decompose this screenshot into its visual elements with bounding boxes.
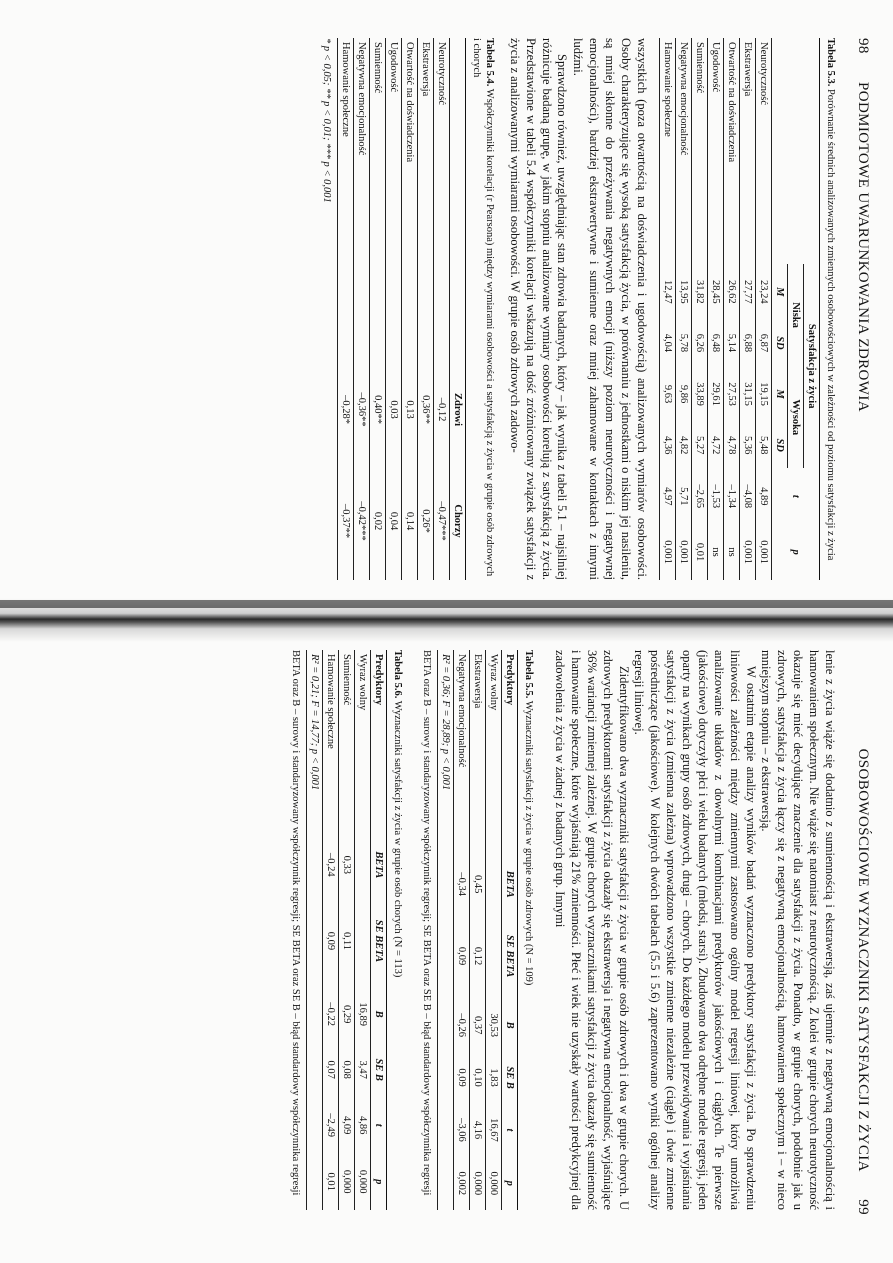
cell-t: –2,65	[691, 468, 707, 524]
cell-t: 4,09	[338, 1097, 354, 1154]
cell-m1: 26,62	[723, 264, 739, 320]
cell-beta	[486, 855, 502, 914]
table-5-4-label: Tabela 5.4.	[484, 38, 495, 87]
table-5-5-caption	[522, 650, 535, 1210]
row-label: Ekstrawersja	[470, 650, 486, 855]
cell-m2: 19,15	[755, 366, 771, 422]
cell-healthy: 0,40**	[369, 357, 385, 462]
table-row	[401, 38, 417, 580]
column-header: Predyktory	[370, 650, 386, 834]
cell-p: 0,001	[659, 524, 675, 580]
left-page-number: 98	[855, 38, 871, 54]
cell-beta: –0,24	[322, 834, 338, 896]
table-5-3-caption	[824, 38, 837, 580]
column-header: t	[502, 1103, 518, 1156]
cell-healthy: –0,36**	[353, 357, 369, 462]
cell-p: 0,01	[691, 524, 707, 580]
table-5-6-label: Tabela 5.6.	[392, 650, 403, 699]
table-5-6-caption-text: Wyznaczniki satysfakcji z życia w grupie osób chorych (N = 113)	[392, 700, 403, 978]
table-row	[755, 38, 771, 580]
table-5-3-col-p: p	[771, 524, 819, 580]
cell-ill: 0,02	[369, 462, 385, 580]
row-label: Neurotyczność	[755, 38, 771, 264]
row-label: Hamowanie społeczne	[337, 38, 353, 357]
left-paragraph-2: Sprawdzono również, uwzględniając stan zdrowia badanych, który – jak wynika z tabeli 5.1 – najsilniej różnicuje badaną grupę, w jakim stopniu analizowane wymiary osobowości korelują z satysfakcją z życia. Przedstawione w tabeli 5.4 współczynniki korelacji wskazują na dość zróżnicowany związek satysfakcji z życia z analizowanymi wymiarami osobowości. W grupie osób zdrowych zadowo-	[507, 38, 570, 580]
row-label: Ekstrawersja	[739, 38, 755, 264]
table-5-3-col-sd-low: SD	[771, 320, 787, 367]
table-5-3-empty-corner	[771, 38, 819, 264]
right-paragraph-3: Zidentyfikowano dwa wyznaczniki satysfakcji z życia w grupie osób zdrowych i dwa w grupie chorych. U zdrowych predyktorami satysfakcji z życia okazały się ekstrawersja i negatywna emocjonalność, wyjaśniające 36% wariancji zmiennej zależnej. W grupie chorych wyznacznikami satysfakcji z życia okazały się sumienność i hamowanie społeczne, które wyjaśniają 21% zmienności. Płeć i wiek nie uzyskały wartości predykcyjnej dla zadowolenia z życia w żadnej z badanych grup. Innymi	[553, 650, 631, 1210]
cell-se_beta: 0,09	[454, 914, 470, 999]
table-row	[691, 38, 707, 580]
table-5-4-caption	[470, 38, 496, 580]
cell-sd1: 6,26	[691, 320, 707, 367]
row-label: Wyraz wolny	[354, 650, 370, 834]
row-label: Hamowanie społeczne	[659, 38, 675, 264]
row-label: Ugodowość	[707, 38, 723, 264]
right-page-number: 99	[855, 1199, 871, 1215]
cell-sd1: 6,48	[707, 320, 723, 367]
table-5-5-label: Tabela 5.5.	[523, 650, 535, 699]
right-page	[0, 632, 893, 1263]
left-running-head	[854, 38, 871, 412]
cell-t: –2,49	[322, 1097, 338, 1154]
row-label: Sumienność	[691, 38, 707, 264]
table-5-5-body	[454, 650, 502, 1210]
cell-sd2: 5,36	[739, 422, 755, 469]
cell-p: ns	[723, 524, 739, 580]
table-row	[385, 38, 401, 580]
cell-sd1: 5,78	[675, 320, 691, 367]
table-row	[369, 38, 385, 580]
cell-p: 0,000	[338, 1153, 354, 1210]
column-header: B	[502, 999, 518, 1052]
table-row	[659, 38, 675, 580]
row-label: Negatywna emocjonalność	[353, 38, 369, 357]
cell-se_beta: 0,09	[322, 896, 338, 986]
table-5-4-col-healthy: Zdrowi	[449, 357, 465, 462]
cell-ill: –0,37**	[337, 462, 353, 580]
table-5-4-body	[337, 38, 449, 580]
cell-p: 0,001	[739, 524, 755, 580]
cell-se_b: 1,83	[486, 1052, 502, 1103]
cell-ill: –0,42***	[353, 462, 369, 580]
table-5-6-note: BETA oraz B – surowy i standaryzowany współczynnik regresji; SE BETA oraz SE B – błąd standardowy współczynnika regresji	[289, 650, 301, 1196]
table-row	[417, 38, 433, 580]
cell-se_b: 0,08	[338, 1042, 354, 1096]
cell-b: 0,37	[470, 999, 486, 1052]
table-5-5-header-row	[502, 650, 518, 1210]
cell-b: –0,22	[322, 986, 338, 1043]
table-5-5-summary: R² = 0,36; F = 28,89; p < 0,001	[438, 650, 454, 1210]
book-gutter-band	[0, 600, 893, 608]
right-text-column	[289, 650, 837, 1210]
cell-ill: 0,26*	[417, 462, 433, 580]
table-5-4-empty-corner	[449, 38, 465, 357]
table-row	[322, 650, 338, 1210]
column-header: Predyktory	[502, 650, 518, 855]
table-row	[338, 650, 354, 1210]
table-5-3-subheader-low: Niska	[787, 264, 803, 366]
table-row	[433, 38, 449, 580]
table-5-4-col-ill: Chorzy	[449, 462, 465, 580]
table-5-3-body	[659, 38, 771, 580]
cell-t: 16,67	[486, 1103, 502, 1156]
column-header: SE B	[370, 1042, 386, 1096]
cell-b: –0,26	[454, 999, 470, 1052]
column-header: BETA	[370, 834, 386, 896]
cell-t: 4,89	[755, 468, 771, 524]
table-row	[353, 38, 369, 580]
right-running-head	[854, 749, 871, 1215]
cell-sd2: 4,78	[723, 422, 739, 469]
row-label: Sumienność	[369, 38, 385, 357]
cell-ill: 0,14	[401, 462, 417, 580]
left-paragraph-1: wszystkich (poza otwartością na doświadczenia i ugodowością) analizowanych wymiarów osobowości. Osoby charakteryzujące się wysoką satysfakcją życia, w porównaniu z jednostkami o niskim jej nasileniu, są mniej skłonne do przeżywania negatywnych emocji (niższy poziom neurotyczności i negatywnej emocjonalności), bardziej ekstrawertywne i sumienne oraz mniej zahamowane w kontaktach z innymi ludźmi.	[571, 38, 649, 580]
table-row	[486, 650, 502, 1210]
cell-se_beta: 0,11	[338, 896, 354, 986]
table-5-4-footnote: * p < 0,05; ** p < 0,01; *** p < 0,001	[320, 38, 332, 203]
column-header: SE BETA	[502, 914, 518, 999]
row-label: Ugodowość	[385, 38, 401, 357]
row-label: Wyraz wolny	[486, 650, 502, 855]
cell-t: 4,16	[470, 1103, 486, 1156]
cell-sd1: 5,14	[723, 320, 739, 367]
table-5-6-summary: R² = 0,21; F = 14,77; p < 0,001	[306, 650, 322, 1210]
table-row	[675, 38, 691, 580]
cell-p: 0,001	[675, 524, 691, 580]
column-header: B	[370, 986, 386, 1043]
cell-m1: 31,82	[691, 264, 707, 320]
cell-m1: 28,45	[707, 264, 723, 320]
table-5-3-label: Tabela 5.3.	[825, 38, 836, 87]
table-row	[354, 650, 370, 1210]
table-row	[454, 650, 470, 1210]
cell-se_b: 3,47	[354, 1042, 370, 1096]
left-running-title: PODMIOTOWE UWARUNKOWANIA ZDROWIA	[855, 81, 871, 412]
cell-p: 0,01	[322, 1153, 338, 1210]
cell-healthy: 0,03	[385, 357, 401, 462]
cell-p: ns	[707, 524, 723, 580]
table-row	[723, 38, 739, 580]
cell-b: 30,53	[486, 999, 502, 1052]
cell-p: 0,000	[354, 1153, 370, 1210]
cell-sd1: 4,04	[659, 320, 675, 367]
table-row	[739, 38, 755, 580]
table-5-5-note: BETA oraz B – surowy i standaryzowany współczynnik regresji; SE BETA oraz SE B – błąd standardowy współczynnika regresji	[421, 650, 433, 1196]
cell-t: 5,71	[675, 468, 691, 524]
row-label: Neurotyczność	[433, 38, 449, 357]
table-5-6-header-row	[370, 650, 386, 1210]
table-5-3-col-t: t	[771, 468, 819, 524]
cell-t: –1,34	[723, 468, 739, 524]
right-paragraph-2: W ostatnim etapie analizy wyników badań wyznaczono predyktory satysfakcji z życia. Po sprawdzeniu liniowości zależności między zmiennymi zastosowano ogólny model regresji liniowej, który umożliwia analizowanie układów z dowolnymi kombinacjami predyktorów jakościowych i ciągłych. Te pierwsze (jakościowe) dotyczyły płci i wieku badanych (młodsi, starsi). Zbudowano dwa odrębne modele regresji, jeden oparty na wynikach grupy osób zdrowych, drugi – chorych. Do każdego modelu przewidywania i wyjaśniania satysfakcji z życia (zmienna zależna) wprowadzono wszystkie zmienne niezależne (ciągłe) i dwie zmienne pośredniczące (jakościowe). W kolejnych dwóch tabelach (5.5 i 5.6) zaprezentowano wyniki ogólnej analizy regresji liniowej.	[632, 650, 758, 1210]
cell-sd2: 5,27	[691, 422, 707, 469]
cell-m1: 27,77	[739, 264, 755, 320]
cell-t: 4,86	[354, 1097, 370, 1154]
cell-m2: 33,89	[691, 366, 707, 422]
cell-beta	[354, 834, 370, 896]
table-5-6-body	[322, 650, 370, 1210]
cell-ill: –0,47***	[433, 462, 449, 580]
cell-sd2: 4,72	[707, 422, 723, 469]
right-paragraph-1: lenie z życia wiąże się dodatnio z sumiennością i ekstrawersją, zaś ujemnie z negatywną emocjonalnością i hamowaniem społecznym. Nie wiąże się natomiast z neurotycznością. Z kolei w grupie chorych neurotyczność okazuje się mieć decydujące znaczenie dla satysfakcji z życia. Ponadto, w grupie chorych, podobnie jak u zdrowych, satysfakcja z życia łączy się z negatywną emocjonalnością, hamowaniem społecznym i – w nieco mniejszym stopniu – z ekstrawersją.	[759, 650, 837, 1210]
cell-t: 4,97	[659, 468, 675, 524]
table-row	[337, 38, 353, 580]
cell-healthy: 0,36**	[417, 357, 433, 462]
table-5-6-caption	[391, 650, 404, 1210]
cell-beta: –0,34	[454, 855, 470, 914]
cell-p: 0,000	[470, 1157, 486, 1210]
cell-t: –4,08	[739, 468, 755, 524]
table-5-3-subheader-high: Wysoka	[787, 366, 803, 468]
table-5-5	[437, 650, 518, 1210]
column-header: SE B	[502, 1052, 518, 1103]
cell-sd2: 4,82	[675, 422, 691, 469]
cell-m1: 23,24	[755, 264, 771, 320]
column-header: BETA	[502, 855, 518, 914]
left-text-column	[320, 38, 837, 580]
table-5-3-col-sd-high: SD	[771, 422, 787, 469]
right-running-title: OSOBOWOŚCIOWE WYZNACZNIKI SATYSFAKCJI Z ŻYCIA	[855, 748, 871, 1172]
cell-healthy: 0,13	[401, 357, 417, 462]
table-5-3-group-header: Satysfakcja z życia	[803, 264, 819, 469]
cell-ill: 0,04	[385, 462, 401, 580]
cell-beta: 0,33	[338, 834, 354, 896]
cell-healthy: –0,28*	[337, 357, 353, 462]
row-label: Otwartość na doświadczenia	[401, 38, 417, 357]
cell-beta: 0,45	[470, 855, 486, 914]
cell-se_beta	[486, 914, 502, 999]
table-5-6	[306, 650, 387, 1210]
cell-t: –3,06	[454, 1103, 470, 1156]
cell-sd1: 6,87	[755, 320, 771, 367]
cell-m2: 9,63	[659, 366, 675, 422]
column-header: SE BETA	[370, 896, 386, 986]
row-label: Negatywna emocjonalność	[454, 650, 470, 855]
row-label: Ekstrawersja	[417, 38, 433, 357]
row-label: Sumienność	[338, 650, 354, 834]
cell-b: 0,29	[338, 986, 354, 1043]
table-5-3-col-m-low: M	[771, 264, 787, 320]
cell-se_beta	[354, 896, 370, 986]
cell-sd1: 6,88	[739, 320, 755, 367]
cell-p: 0,000	[486, 1157, 502, 1210]
row-label: Otwartość na doświadczenia	[723, 38, 739, 264]
cell-sd2: 5,48	[755, 422, 771, 469]
table-5-3-col-m-high: M	[771, 366, 787, 422]
column-header: p	[370, 1153, 386, 1210]
row-label: Hamowanie społeczne	[322, 650, 338, 834]
cell-m2: 29,61	[707, 366, 723, 422]
table-5-4-caption-text: Współczynniki korelacji (r Pearsona) między wymiarami osobowości a satysfakcją z życia w grupie osób zdrowych i chorych	[470, 38, 495, 577]
cell-m2: 31,15	[739, 366, 755, 422]
column-header: p	[502, 1157, 518, 1210]
table-row	[470, 650, 486, 1210]
cell-b: 16,89	[354, 986, 370, 1043]
cell-p: 0,002	[454, 1157, 470, 1210]
cell-se_beta: 0,12	[470, 914, 486, 999]
row-label: Negatywna emocjonalność	[675, 38, 691, 264]
table-row	[707, 38, 723, 580]
table-5-4	[337, 38, 466, 580]
table-5-5-caption-text: Wyznaczniki satysfakcji z życia w grupie osób zdrowych (N = 109)	[523, 700, 535, 986]
cell-se_b: 0,07	[322, 1042, 338, 1096]
cell-m1: 13,95	[675, 264, 691, 320]
cell-t: –1,53	[707, 468, 723, 524]
table-5-3	[659, 38, 820, 580]
table-5-3-caption-text: Porównanie średnich analizowanych zmiennych osobowościowych w zależności od poziomu satysfakcji z życia	[825, 88, 836, 561]
cell-se_b: 0,10	[470, 1052, 486, 1103]
cell-healthy: –0,12	[433, 357, 449, 462]
cell-sd2: 4,36	[659, 422, 675, 469]
cell-m2: 9,86	[675, 366, 691, 422]
left-page	[0, 0, 893, 600]
cell-m1: 12,47	[659, 264, 675, 320]
cell-se_b: 0,09	[454, 1052, 470, 1103]
cell-m2: 27,53	[723, 366, 739, 422]
cell-p: 0,001	[755, 524, 771, 580]
column-header: t	[370, 1097, 386, 1154]
